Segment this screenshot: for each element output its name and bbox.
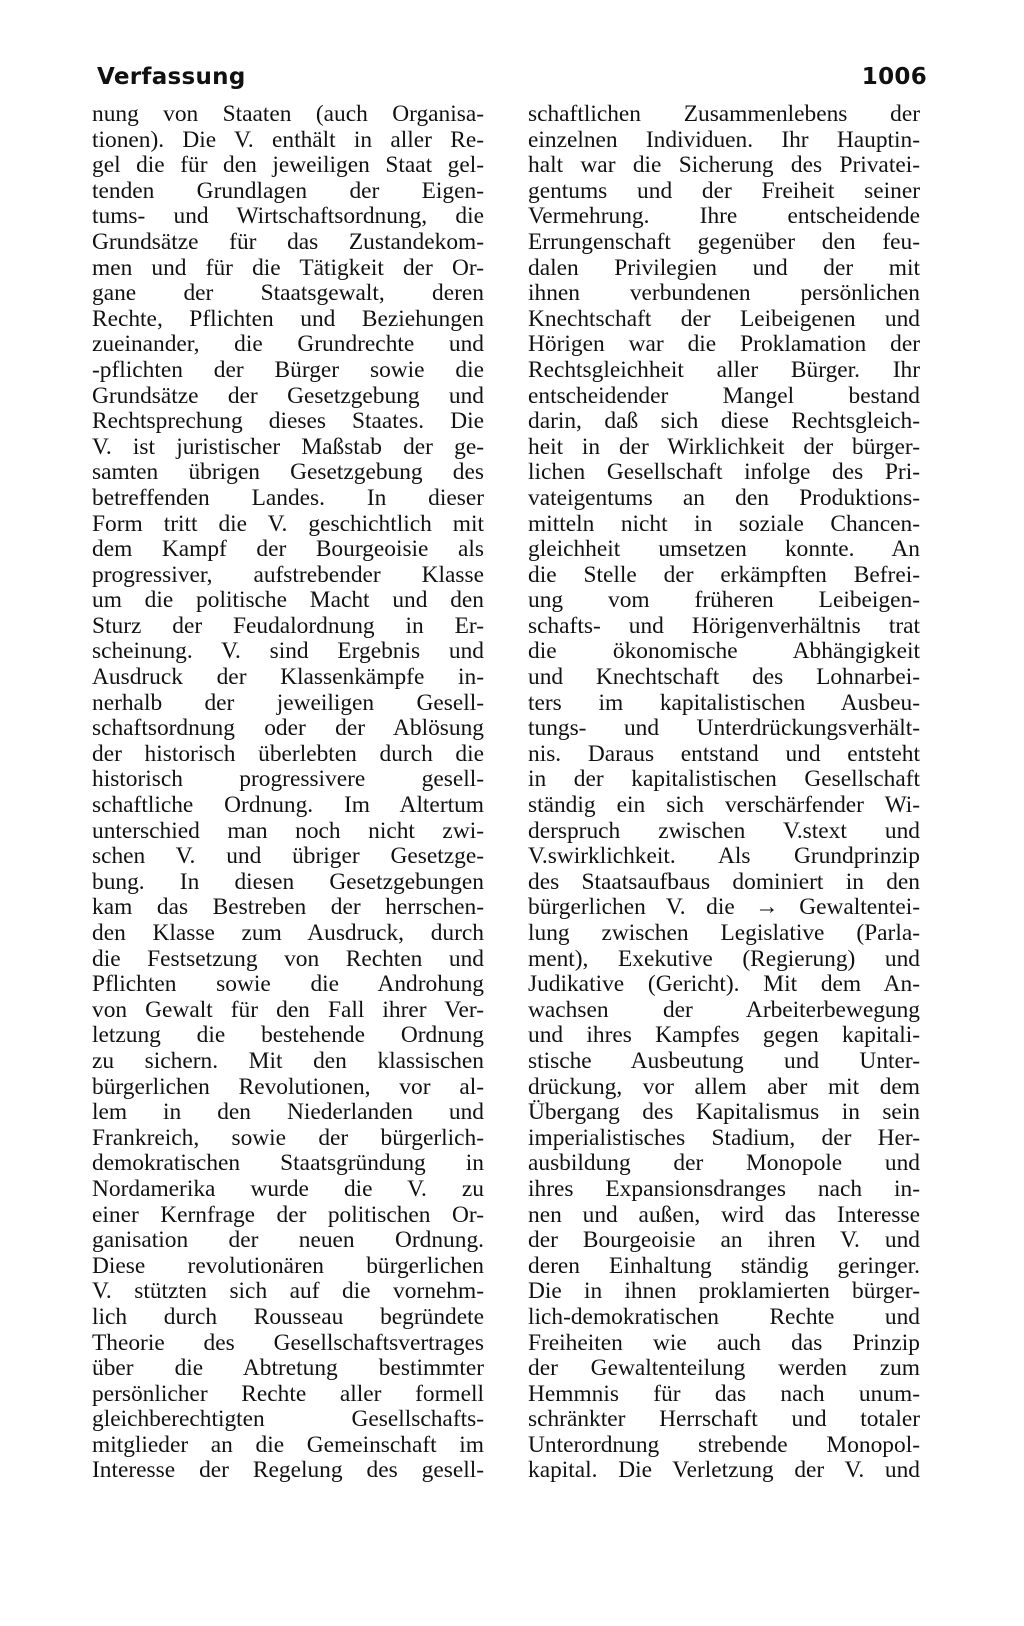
text-line: Form tritt die V. geschichtlich mit xyxy=(92,511,484,537)
text-line: deren Einhaltung ständig geringer. xyxy=(528,1253,920,1279)
text-line: progressiver, aufstrebender Klasse xyxy=(92,562,484,588)
text-line: schafts- und Hörigenverhältnis trat xyxy=(528,613,920,639)
text-line: einer Kernfrage der politischen Or- xyxy=(92,1202,484,1228)
text-line: tenden Grundlagen der Eigen- xyxy=(92,178,484,204)
text-line: Grundsätze der Gesetzgebung und xyxy=(92,383,484,409)
text-line: gane der Staatsgewalt, deren xyxy=(92,281,484,307)
text-line: derspruch zwischen V.stext und xyxy=(528,818,920,844)
text-line: schränkter Herrschaft und totaler xyxy=(528,1407,920,1433)
page-number: 1006 xyxy=(861,64,927,90)
text-line: stische Ausbeutung und Unter- xyxy=(528,1048,920,1074)
running-head-title: Verfassung xyxy=(97,64,246,90)
text-line: bürgerlichen Revolutionen, vor al- xyxy=(92,1074,484,1100)
text-line: lich-demokratischen Rechte und xyxy=(528,1304,920,1330)
text-line: Unterordnung strebende Monopol- xyxy=(528,1432,920,1458)
text-line: ung vom früheren Leibeigen- xyxy=(528,588,920,614)
text-line: lem in den Niederlanden und xyxy=(92,1100,484,1126)
text-line: ters im kapitalistischen Ausbeu- xyxy=(528,690,920,716)
text-line: um die politische Macht und den xyxy=(92,588,484,614)
text-line: Ausdruck der Klassenkämpfe in- xyxy=(92,665,484,691)
text-line: vateigentums an den Produktions- xyxy=(528,485,920,511)
text-line: mitteln nicht in soziale Chancen- xyxy=(528,511,920,537)
text-line: über die Abtretung bestimmter xyxy=(92,1356,484,1382)
text-line: der historisch überlebten durch die xyxy=(92,741,484,767)
text-line: dem Kampf der Bourgeoisie als xyxy=(92,537,484,563)
text-line: und ihres Kampfes gegen kapitali- xyxy=(528,1023,920,1049)
text-line: Pflichten sowie die Androhung xyxy=(92,972,484,998)
text-line: ihres Expansionsdranges nach in- xyxy=(528,1176,920,1202)
text-line: V. ist juristischer Maßstab der ge- xyxy=(92,434,484,460)
page-header xyxy=(97,56,927,90)
text-line: nung von Staaten (auch Organisa- xyxy=(92,102,484,127)
text-line: einzelnen Individuen. Ihr Hauptin- xyxy=(528,127,920,153)
text-line: schaftlichen Zusammenlebens der xyxy=(528,102,920,127)
text-line: lich durch Rousseau begründete xyxy=(92,1304,484,1330)
text-line: Grundsätze für das Zustandekom- xyxy=(92,229,484,255)
text-line: Judikative (Gericht). Mit dem An- xyxy=(528,972,920,998)
text-line: ständig ein sich verschärfender Wi- xyxy=(528,793,920,819)
text-line: Vermehrung. Ihre entscheidende xyxy=(528,204,920,230)
text-line: halt war die Sicherung des Privatei- xyxy=(528,153,920,179)
text-line: Sturz der Feudalordnung in Er- xyxy=(92,613,484,639)
text-line: kapital. Die Verletzung der V. und xyxy=(528,1458,920,1484)
text-line: -pflichten der Bürger sowie die xyxy=(92,357,484,383)
text-line: darin, daß sich diese Rechtsgleich- xyxy=(528,409,920,435)
text-line: V.swirklichkeit. Als Grundprinzip xyxy=(528,844,920,870)
text-line: entscheidender Mangel bestand xyxy=(528,383,920,409)
text-line: nis. Daraus entstand und entsteht xyxy=(528,741,920,767)
text-line: dalen Privilegien und der mit xyxy=(528,255,920,281)
text-line: Rechtsprechung dieses Staates. Die xyxy=(92,409,484,435)
text-line: den Klasse zum Ausdruck, durch xyxy=(92,921,484,946)
text-line: zueinander, die Grundrechte und xyxy=(92,332,484,358)
text-line: nen und außen, wird das Interesse xyxy=(528,1202,920,1228)
text-line: tionen). Die V. enthält in aller Re- xyxy=(92,127,484,153)
text-line: persönlicher Rechte aller formell xyxy=(92,1381,484,1407)
text-line: gleichberechtigten Gesellschafts- xyxy=(92,1407,484,1433)
text-line: kam das Bestreben der herrschen- xyxy=(92,895,484,921)
text-line: schen V. und übriger Gesetzge- xyxy=(92,844,484,870)
text-line: bürgerlichen V. die → Gewaltentei- xyxy=(528,895,920,921)
text-line: ihnen verbundenen persönlichen xyxy=(528,281,920,307)
text-line: die Stelle der erkämpften Befrei- xyxy=(528,562,920,588)
text-line: Errungenschaft gegenüber den feu- xyxy=(528,229,920,255)
text-line: mitglieder an die Gemeinschaft im xyxy=(92,1432,484,1458)
text-line: betreffenden Landes. In dieser xyxy=(92,485,484,511)
text-line: Hörigen war die Proklamation der xyxy=(528,332,920,358)
text-line: gel die für den jeweiligen Staat gel- xyxy=(92,153,484,179)
text-line: gleichheit umsetzen konnte. An xyxy=(528,537,920,563)
text-line: bung. In diesen Gesetzgebungen xyxy=(92,869,484,895)
text-line: Interesse der Regelung des gesell- xyxy=(92,1458,484,1484)
text-line: Knechtschaft der Leibeigenen und xyxy=(528,306,920,332)
text-line: und Knechtschaft des Lohnarbei- xyxy=(528,665,920,691)
text-line: ausbildung der Monopole und xyxy=(528,1151,920,1177)
text-line: Rechtsgleichheit aller Bürger. Ihr xyxy=(528,357,920,383)
text-line: gentums und der Freiheit seiner xyxy=(528,178,920,204)
text-line: Freiheiten wie auch das Prinzip xyxy=(528,1330,920,1356)
text-line: die Festsetzung von Rechten und xyxy=(92,946,484,972)
text-line: schaftsordnung oder der Ablösung xyxy=(92,716,484,742)
text-line: ganisation der neuen Ordnung. xyxy=(92,1228,484,1254)
text-line: samten übrigen Gesetzgebung des xyxy=(92,460,484,486)
text-line: lung zwischen Legislative (Parla- xyxy=(528,921,920,946)
text-line: Nordamerika wurde die V. zu xyxy=(92,1176,484,1202)
text-line: lichen Gesellschaft infolge des Pri- xyxy=(528,460,920,486)
text-line: Rechte, Pflichten und Beziehungen xyxy=(92,306,484,332)
text-line: Theorie des Gesellschaftsvertrages xyxy=(92,1330,484,1356)
text-line: Diese revolutionären bürgerlichen xyxy=(92,1253,484,1279)
text-line: letzung die bestehende Ordnung xyxy=(92,1023,484,1049)
text-column-right xyxy=(528,102,920,1484)
text-line: Frankreich, sowie der bürgerlich- xyxy=(92,1125,484,1151)
text-line: die ökonomische Abhängigkeit xyxy=(528,639,920,665)
text-line: scheinung. V. sind Ergebnis und xyxy=(92,639,484,665)
text-line: schaftliche Ordnung. Im Altertum xyxy=(92,793,484,819)
text-line: ment), Exekutive (Regierung) und xyxy=(528,946,920,972)
text-line: nerhalb der jeweiligen Gesell- xyxy=(92,690,484,716)
text-line: wachsen der Arbeiterbewegung xyxy=(528,997,920,1023)
text-line: zu sichern. Mit den klassischen xyxy=(92,1048,484,1074)
text-line: heit in der Wirklichkeit der bürger- xyxy=(528,434,920,460)
text-line: men und für die Tätigkeit der Or- xyxy=(92,255,484,281)
text-line: in der kapitalistischen Gesellschaft xyxy=(528,767,920,793)
text-line: der Bourgeoisie an ihren V. und xyxy=(528,1228,920,1254)
text-line: tungs- und Unterdrückungsverhält- xyxy=(528,716,920,742)
text-line: historisch progressivere gesell- xyxy=(92,767,484,793)
text-line: der Gewaltenteilung werden zum xyxy=(528,1356,920,1382)
text-line: V. stützten sich auf die vornehm- xyxy=(92,1279,484,1305)
text-line: drückung, vor allem aber mit dem xyxy=(528,1074,920,1100)
text-line: des Staatsaufbaus dominiert in den xyxy=(528,869,920,895)
text-line: demokratischen Staatsgründung in xyxy=(92,1151,484,1177)
text-line: tums- und Wirtschaftsordnung, die xyxy=(92,204,484,230)
text-line: Die in ihnen proklamierten bürger- xyxy=(528,1279,920,1305)
text-column-left xyxy=(92,102,484,1484)
text-line: imperialistisches Stadium, der Her- xyxy=(528,1125,920,1151)
text-line: von Gewalt für den Fall ihrer Ver- xyxy=(92,997,484,1023)
text-line: Hemmnis für das nach unum- xyxy=(528,1381,920,1407)
text-line: unterschied man noch nicht zwi- xyxy=(92,818,484,844)
text-line: Übergang des Kapitalismus in sein xyxy=(528,1100,920,1126)
